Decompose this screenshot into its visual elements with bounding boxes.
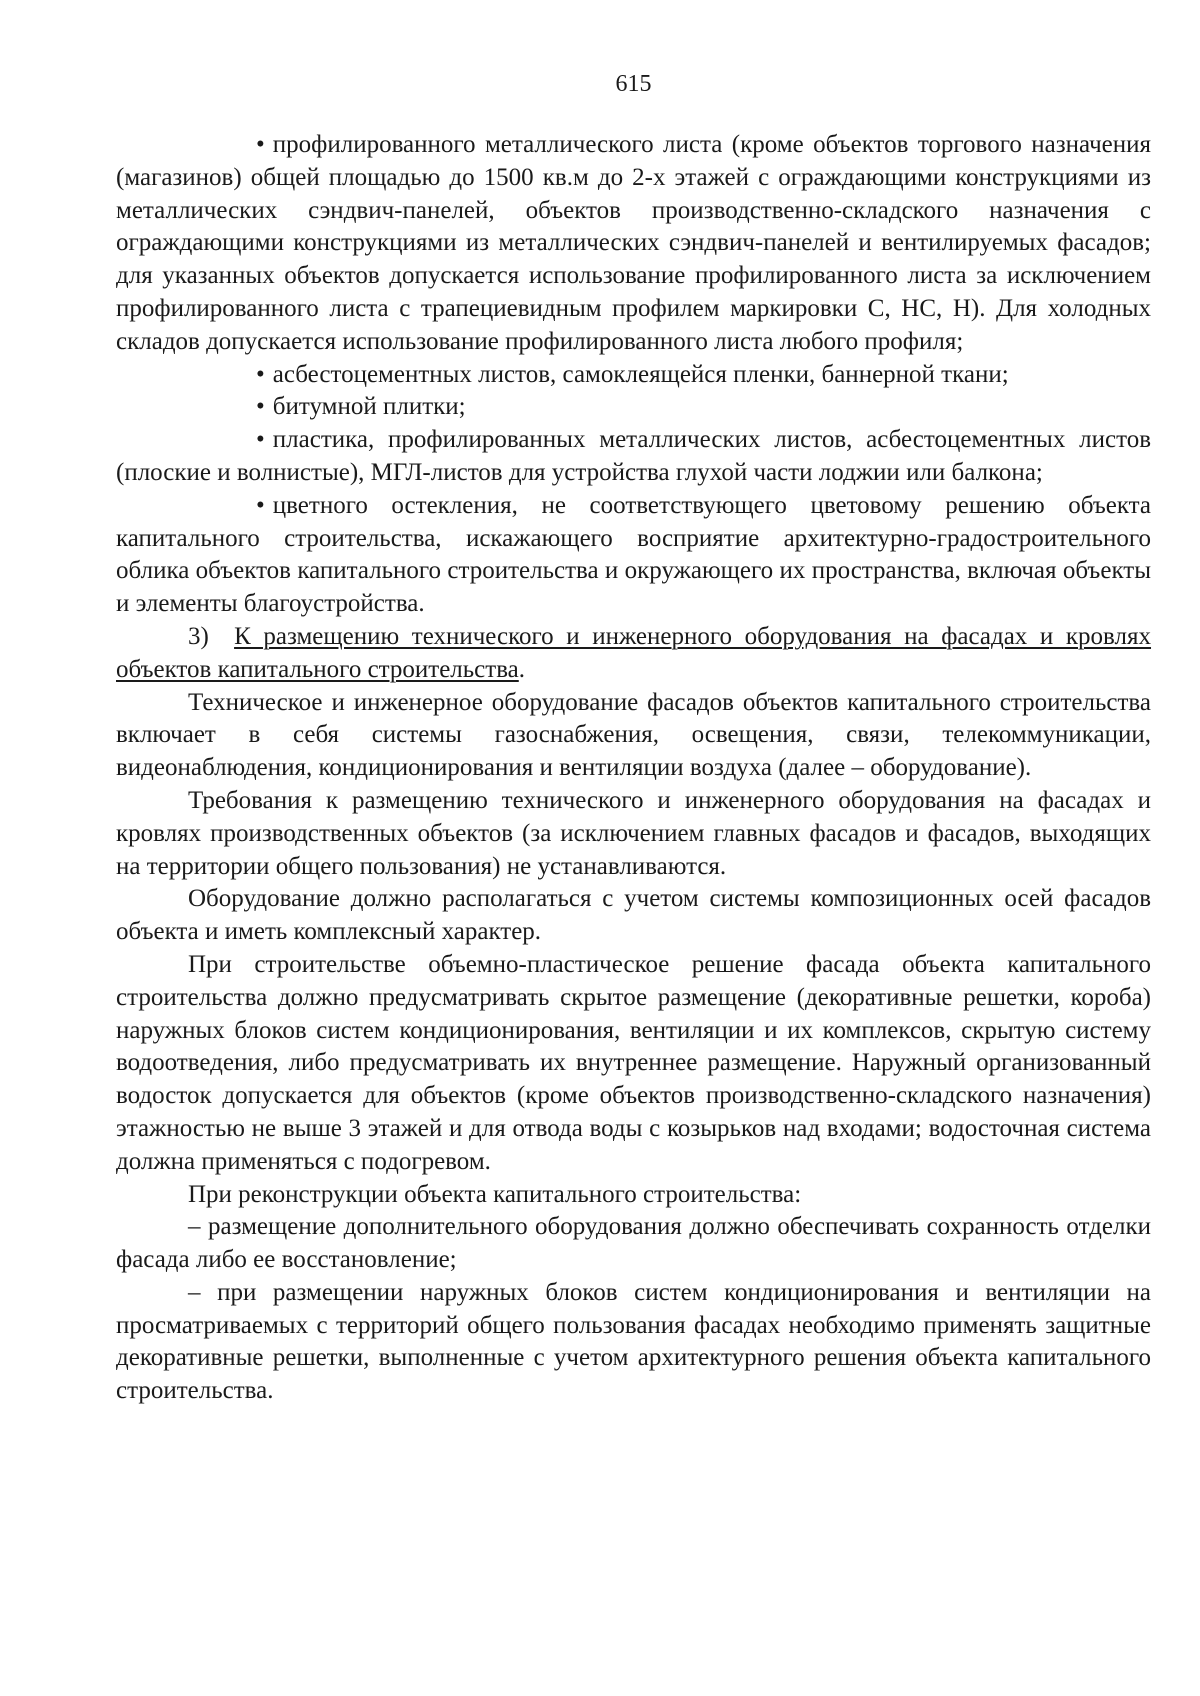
list-item-text: асбестоцементных листов, самоклеящейся пленки, баннерной ткани; [272, 360, 1009, 388]
list-item-text: профилированного металлического листа (кроме объектов торгового назначения (магазинов) общей площадью до 1500 кв.м до 2-х этажей с ограждающими конструкциями из металлических сэндвич-панелей, объектов производственно-складского назначения с ограждающими конструкциями из металлических сэндвич-панелей и вентилируемых фасадов; для указанных объектов допускается использование профилированного листа за исключением профилированного листа с трапециевидным профилем маркировки С, НС, Н). Для холодных складов допускается использование профилированного листа любого профиля; [116, 131, 1151, 355]
dash-icon: – [188, 1278, 201, 1306]
bullet-icon: • [256, 131, 265, 158]
dash-list-item [116, 1211, 1151, 1277]
bullet-icon: • [256, 360, 265, 388]
bullet-icon: • [256, 393, 265, 421]
bullet-icon: • [256, 491, 265, 519]
paragraph: При реконструкции объекта капитального строительства: [188, 1180, 802, 1208]
section-heading-tail: . [518, 655, 526, 683]
page-number: 615 [615, 71, 652, 97]
section-heading [116, 621, 1151, 687]
list-item [116, 359, 1151, 392]
document-page [116, 0, 1151, 1696]
section-heading-text: К размещению технического и инженерного оборудования на фасадах и кровлях объектов капитального строительства [116, 622, 1152, 683]
section-number: 3) [188, 622, 209, 650]
paragraph: Техническое и инженерное оборудование фасадов объектов капитального строительства включает в себя системы газоснабжения, освещения, связи, телекоммуникации, видеонаблюдения, кондиционирования и вентиляции воздуха (далее – оборудование). [116, 688, 1151, 782]
bullet-icon: • [256, 426, 265, 454]
paragraph: Требования к размещению технического и инженерного оборудования на фасадах и кровлях производственных объектов (за исключением главных фасадов и фасадов, выходящих на территории общего пользования) не устанавливаются. [116, 786, 1151, 880]
list-item [116, 424, 1151, 490]
list-item [116, 391, 1151, 424]
paragraph: При строительстве объемно-пластическое решение фасада объекта капитального строительства должно предусматривать скрытое размещение (декоративные решетки, короба) наружных блоков систем кондиционирования, вентиляции и их комплексов, скрытую систему водоотведения, либо предусматривать их внутреннее размещение. Наружный организованный водосток допускается для объектов (кроме объектов производственно-складского назначения) этажностью не выше 3 этажей и для отвода воды с козырьков над входами; водосточная система должна применяться с подогревом. [116, 950, 1151, 1175]
dash-icon: – [188, 1213, 201, 1241]
document-body [116, 129, 1151, 1408]
list-item [116, 129, 1151, 359]
list-item [116, 490, 1151, 621]
list-item-text: пластика, профилированных металлических листов, асбестоцементных листов (плоские и волнистые), МГЛ-листов для устройства глухой части лоджии или балкона; [116, 426, 1151, 486]
paragraph: Оборудование должно располагаться с учетом системы композиционных осей фасадов объекта и иметь комплексный характер. [116, 885, 1151, 946]
dash-list-item-text: при размещении наружных блоков систем кондиционирования и вентиляции на просматриваемых с территорий общего пользования фасадах необходимо применять защитные декоративные решетки, выполненные с учетом архитектурного решения объекта капитального строительства. [116, 1278, 1151, 1405]
dash-list-item-text: размещение дополнительного оборудования должно обеспечивать сохранность отделки фасада либо ее восстановление; [116, 1213, 1151, 1274]
dash-list-item [116, 1277, 1151, 1408]
list-item-text: цветного остекления, не соответствующего цветовому решению объекта капитального строительства, искажающего восприятие архитектурно-градостроительного облика объектов капитального строительства и окружающего их пространства, включая объекты и элементы благоустройства. [116, 491, 1151, 618]
list-item-text: битумной плитки; [272, 393, 466, 421]
